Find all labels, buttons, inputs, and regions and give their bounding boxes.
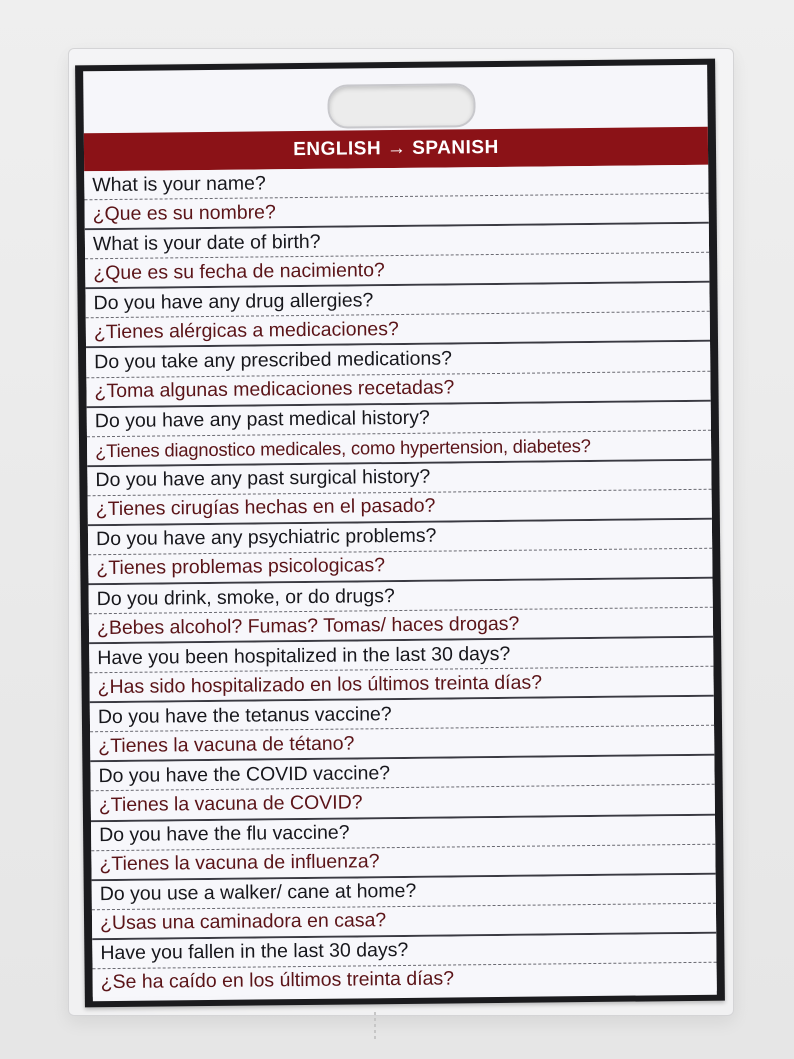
english-question: What is your date of birth? bbox=[85, 224, 709, 260]
spanish-translation: ¿Bebes alcohol? Fumas? Tomas/ haces drogas? bbox=[96, 612, 520, 639]
phrase-pair-drug-allergies bbox=[85, 283, 710, 349]
card-face bbox=[83, 65, 717, 1001]
phrase-pair-hospitalized bbox=[89, 638, 714, 704]
english-question: Have you been hospitalized in the last 30 days? bbox=[89, 638, 713, 674]
english-question: Do you have any past surgical history? bbox=[87, 460, 711, 496]
phrase-pair-tetanus-vaccine bbox=[90, 697, 715, 763]
spanish-translation: ¿Se ha caído en los últimos treinta días? bbox=[100, 967, 455, 994]
phrase-pair-walker-cane bbox=[92, 874, 717, 940]
phrase-pair-medical-history bbox=[87, 401, 712, 467]
phrase-pair-surgical-history bbox=[87, 460, 712, 526]
english-question: Do you have any psychiatric problems? bbox=[88, 520, 712, 556]
card-header-band bbox=[84, 127, 708, 172]
english-question: Do you have the flu vaccine? bbox=[91, 815, 715, 851]
spanish-translation: ¿Tienes alérgicas a medicaciones? bbox=[93, 317, 399, 344]
phrase-list bbox=[84, 165, 717, 997]
phrase-pair-date-of-birth bbox=[85, 224, 710, 290]
english-question: Do you have any drug allergies? bbox=[85, 283, 709, 319]
spanish-translation: ¿Tienes la vacuna de tétano? bbox=[98, 732, 355, 758]
spanish-translation: ¿Tienes diagnostico medicales, como hypertension, diabetes? bbox=[95, 434, 591, 461]
english-question: Do you have the tetanus vaccine? bbox=[90, 697, 714, 733]
english-question: Do you have the COVID vaccine? bbox=[90, 756, 714, 792]
spanish-translation: ¿Que es su nombre? bbox=[92, 200, 276, 225]
spanish-translation: ¿Has sido hospitalizado en los últimos treinta días? bbox=[97, 671, 543, 698]
phrase-pair-falls bbox=[92, 934, 717, 998]
spanish-translation: ¿Toma algunas medicaciones recetadas? bbox=[94, 376, 455, 403]
spanish-translation: ¿Usas una caminadora en casa? bbox=[99, 909, 387, 935]
card-header-title: ENGLISH → SPANISH bbox=[293, 136, 499, 161]
phrase-pair-medications bbox=[86, 342, 711, 408]
phrase-pair-covid-vaccine bbox=[90, 756, 715, 822]
spanish-translation: ¿Tienes cirugías hechas en el pasado? bbox=[95, 494, 436, 521]
badge-card bbox=[75, 59, 725, 1008]
english-question: Do you take any prescribed medications? bbox=[86, 342, 710, 378]
spanish-translation: ¿Que es su fecha de nacimiento? bbox=[93, 258, 385, 284]
phrase-pair-substances bbox=[89, 579, 714, 645]
sleeve-seam bbox=[374, 1012, 376, 1042]
english-question: Do you have any past medical history? bbox=[87, 401, 711, 437]
spanish-translation: ¿Tienes la vacuna de influenza? bbox=[99, 850, 380, 876]
english-question: Have you fallen in the last 30 days? bbox=[92, 934, 716, 970]
lanyard-slot-hole bbox=[327, 83, 475, 129]
phrase-pair-psychiatric bbox=[88, 520, 713, 586]
phrase-pair-flu-vaccine bbox=[91, 815, 716, 881]
english-question: What is your name? bbox=[84, 165, 708, 201]
english-question: Do you use a walker/ cane at home? bbox=[92, 874, 716, 910]
english-question: Do you drink, smoke, or do drugs? bbox=[89, 579, 713, 615]
phrase-pair-name bbox=[84, 165, 709, 231]
spanish-translation: ¿Tienes problemas psicologicas? bbox=[96, 554, 386, 580]
spanish-translation: ¿Tienes la vacuna de COVID? bbox=[98, 791, 363, 817]
